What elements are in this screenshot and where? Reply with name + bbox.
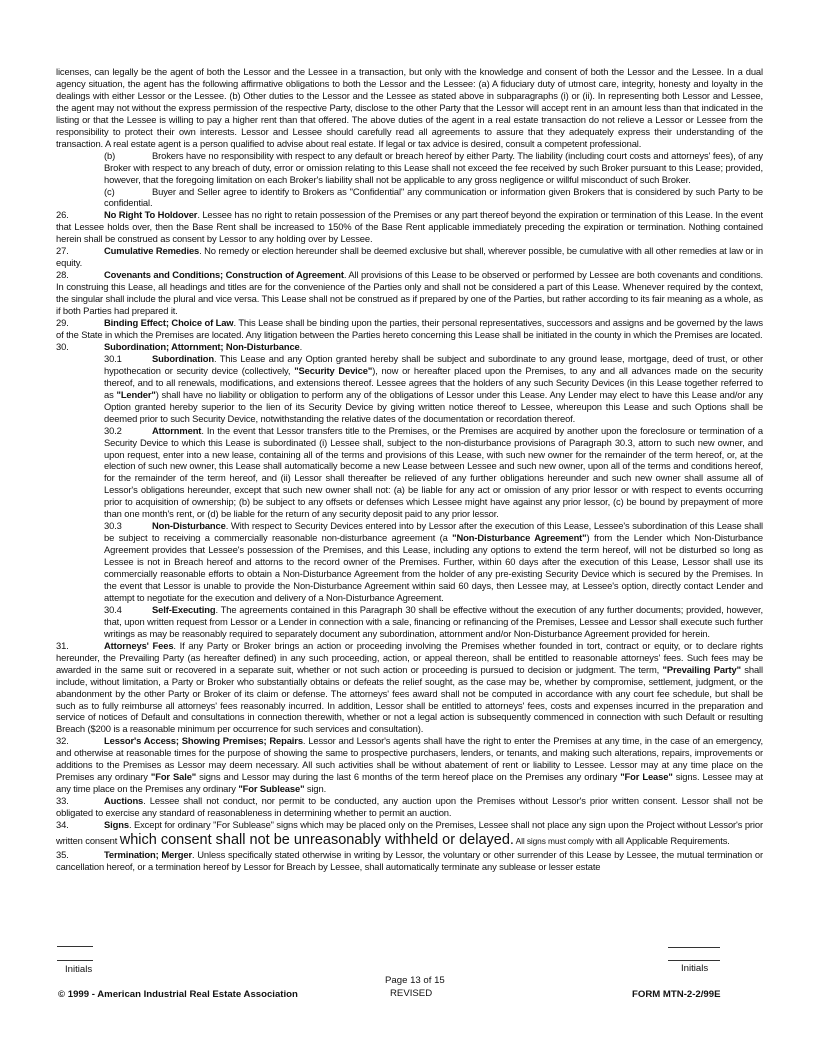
initials-line-left-2 xyxy=(57,960,93,961)
lease-paragraph xyxy=(56,150,763,186)
paragraph-text: . This Lease and any Option granted hereby shall be subject and subordinate to any ground lease, mortgage, deed of trust, or other hypothecation or security device (collectively, xyxy=(104,352,763,376)
paragraph-heading: "Lender" xyxy=(116,388,156,400)
paragraph-number: (b) xyxy=(104,149,116,161)
paragraph-heading: Self-Executing xyxy=(152,603,216,615)
paragraph-text: . Unless specifically stated otherwise in writing by Lessor, the voluntary or other surrender of this Lease by Lessee, the mutual termination or cancellation hereof, or a termination hereof by Lessor for Breach by Lessee, shall automatically terminate any sublease or lesser estate xyxy=(56,849,763,872)
paragraph-text: ) shall have no liability or obligation to perform any of the obligations of Lessor under this Lease. Any Lender may elect to have this Lease and/or any Option granted hereby superior to the lien of its Security Device by giving written notice thereof to Lessee, whereupon this Lease and such Options shall be deemed prior to such Security Device, notwithstanding the relative dates of the documentation or recordation thereof. xyxy=(104,388,763,424)
paragraph-text: . Lessee has no right to retain possession of the Premises or any part thereof beyond the expiration or termination of this Lease. In the event that Lessee holds over, then the Base Rent shall be increased to 150% of the Base Rent applicable immediately preceding the expiration or termination. Nothing contained herein shall be construed as consent by Lessor to any holding over by Lessee. xyxy=(56,209,764,245)
lease-paragraph xyxy=(56,209,763,245)
paragraph-heading: Covenants and Conditions; Construction of Agreement xyxy=(104,269,344,281)
paragraph-heading: "For Lease" xyxy=(620,771,673,783)
initials-line-right-2 xyxy=(668,960,720,961)
paragraph-text: signs and Lessor may during the last 6 months of the term hereof place on the Premises any ordinary xyxy=(196,771,621,783)
paragraph-number: 26. xyxy=(56,209,69,221)
paragraph-text: . No remedy or election hereunder shall be deemed exclusive but shall, wherever possible, be cumulative with all other remedies at law or in equity. xyxy=(56,245,763,269)
paragraph-text: . This Lease shall be binding upon the parties, their personal representatives, successors and assigns and be governed by the laws of the State in which the Premises are located. Any litigation between the Parties hereto concerning this Lease shall be initiated in the county in which the Premises are located. xyxy=(56,317,764,340)
paragraph-text: . With respect to Security Devices entered into by Lessor after the execution of this Lease, Lessee's subordination of this Lease shall be subject to receiving a commercially reasonable non-disturbance agreement (a xyxy=(104,520,763,544)
initials-label-right: Initials xyxy=(681,963,709,974)
paragraph-text: signs. Lessee may at any time place on the Premises any ordinary xyxy=(56,771,764,795)
lease-paragraph xyxy=(56,245,763,269)
paragraph-text: . The agreements contained in this Paragraph 30 shall be effective without the execution of any further documents; provided, however, that, upon written request from Lessor or a Lender in connection with a sale, financing or refinancing of the Premises, Lessee and Lessor shall execute such further writings as may be reasonably required to separately document any subordination, attornment and/or Non-Disturbance Agreement provided for herein. xyxy=(104,603,763,639)
paragraph-heading: "Prevailing Party" xyxy=(662,663,741,675)
lease-paragraph xyxy=(56,819,763,849)
paragraph-text: . All provisions of this Lease to be observed or performed by Lessee are both covenants and conditions. In construing this Lease, all headings and titles are for the convenience of the Parties only and shall not be considered a part of this Lease. Whenever required by the context, the singular shall include the plural and vice versa. This Lease shall not be construed as if prepared by one of the Parties, but rather according to its fair meaning as a whole, as if both Parties had prepared it. xyxy=(56,269,763,317)
lease-paragraph xyxy=(56,735,763,795)
paragraph-number: 29. xyxy=(56,317,69,329)
lease-paragraph xyxy=(56,353,763,425)
paragraph-number: (c) xyxy=(104,185,115,197)
paragraph-number: 30.3 xyxy=(104,520,122,532)
lease-paragraph xyxy=(56,795,763,819)
paragraph-heading: "For Sale" xyxy=(150,771,197,783)
paragraph-text: . If any Party or Broker brings an action or proceeding involving the Premises whether founded in tort, contract or equity, or to declare rights hereunder, the Prevailing Party (as hereafter defined) in any such proceeding, action, or appeal thereon, shall be entitled to reasonable attorneys' fees. Such fees may be awarded in the same suit or recovered in a separate suit, whether or not such action or proceeding is pursued to decision or judgment. The term, xyxy=(56,639,763,675)
paragraph-number: 30.2 xyxy=(104,424,122,436)
paragraph-text: sign. xyxy=(304,783,327,795)
paragraph-text: ), now or hereafter placed upon the Premises, to any and all advances made on the security thereof, and to all renewals, modifications, and extensions thereof. Lessee agrees that the holders of any such Security Devices (in this Lease together referred to as xyxy=(104,364,763,400)
lease-paragraph xyxy=(56,425,763,521)
revised-label: REVISED xyxy=(390,988,433,999)
paragraph-heading: "For Sublease" xyxy=(238,783,305,795)
initials-line-left-1 xyxy=(57,946,93,947)
paragraph-text: with all Applicable Requirements. xyxy=(593,835,730,846)
paragraph-text: Brokers have no responsibility with respect to any default or breach hereof by either Party. The liability (including court costs and attorneys' fees), of any Broker with respect to any breach of duty, error or omission relating to this Lease shall not exceed the fee received by such Broker pursuant to this Lease; provided, however, that the foregoing limitation on each Broker's liability shall not be applicable to any gross negligence or willful misconduct of such Broker. xyxy=(104,149,763,185)
paragraph-heading: Attorneys' Fees xyxy=(104,639,174,651)
paragraph-number: 27. xyxy=(56,245,69,257)
lease-paragraph xyxy=(56,269,763,317)
paragraph-heading: Binding Effect; Choice of Law xyxy=(104,317,234,329)
paragraph-heading: Subordination; Attornment; Non-Disturbance xyxy=(104,340,300,352)
paragraph-text: . Except for ordinary "For Sublease" signs which may be placed only on the Premises, Lessee shall not place any sign upon the Project without Lessor's prior written consent xyxy=(56,819,763,846)
lease-paragraph xyxy=(56,604,763,640)
paragraph-heading: Non-Disturbance xyxy=(152,520,226,532)
lease-paragraph xyxy=(56,317,763,341)
paragraph-heading: Attornment xyxy=(152,424,202,436)
paragraph-number: 34. xyxy=(56,819,69,831)
lease-paragraph xyxy=(56,186,763,210)
paragraph-heading: No Right To Holdover xyxy=(104,209,198,221)
paragraph-text: . xyxy=(299,340,303,352)
paragraph-number: 30. xyxy=(56,340,69,352)
paragraph-number: 35. xyxy=(56,849,69,860)
lease-paragraph xyxy=(56,849,763,873)
paragraph-text: ) from the Lender which Non-Disturbance Agreement provides that Lessee's possession of the Premises, and this Lease, including any options to extend the term hereof, will not be disturbed so long as Lessee is not in Breach hereof and attorns to the record owner of the Premises. Further, within 60 days after the execution of this Lease, Lessor shall use its commercially reasonable efforts to obtain a Non-Disturbance Agreement from the holder of any pre-existing Security Device which is secured by the Premises. In the event that Lessor is unable to provide the Non-Disturbance Agreement within said 60 days, then Lessee may, at Lessee's option, directly contact Lender and attempt to negotiate for the execution and delivery of a Non-Disturbance Agreement. xyxy=(104,532,763,603)
paragraph-text: which consent shall not be unreasonably withheld or delayed. xyxy=(119,832,514,848)
paragraph-heading: Lessor's Access; Showing Premises; Repairs xyxy=(104,735,303,747)
paragraph-number: 30.1 xyxy=(104,352,122,364)
lease-paragraph xyxy=(56,341,763,353)
paragraph-heading: Cumulative Remedies xyxy=(104,245,200,257)
paragraph-text: All signs must comply xyxy=(513,836,594,846)
lease-paragraph xyxy=(56,640,763,736)
paragraph-heading: Termination; Merger xyxy=(104,849,192,860)
initials-label-left: Initials xyxy=(65,964,93,975)
form-number: FORM MTN-2-2/99E xyxy=(632,989,721,1000)
copyright-notice: © 1999 - American Industrial Real Estate Association xyxy=(58,989,298,1000)
paragraph-number: 30.4 xyxy=(104,603,122,615)
paragraph-heading: Auctions xyxy=(104,795,144,807)
paragraph-number: 33. xyxy=(56,795,69,807)
page-number: Page 13 of 15 xyxy=(385,975,445,986)
initials-line-right-1 xyxy=(668,947,720,948)
lease-paragraph xyxy=(56,520,763,604)
paragraph-text: Buyer and Seller agree to identify to Brokers as "Confidential" any communication or information given Brokers that is considered by such Party to be confidential. xyxy=(104,185,763,209)
paragraph-number: 31. xyxy=(56,639,69,651)
lease-paragraph xyxy=(56,66,763,150)
paragraph-heading: Signs xyxy=(104,819,129,831)
paragraph-text: . Lessor and Lessor's agents shall have the right to enter the Premises at any time, in the case of an emergency, and otherwise at reasonable times for the purpose of showing the same to prospective purchasers, lenders, or tenants, and making such alterations, repairs, improvements or additions to the Premises as Lessor may deem necessary. All such activities shall be without abatement of rent or liability to Lessee. Lessor may at any time place on the Premises any ordinary xyxy=(56,735,763,783)
paragraph-text: shall include, without limitation, a Party or Broker who substantially obtains or defeats the relief sought, as the case may be, whether by compromise, settlement, judgment, or the abandonment by the other Party or Broker of its claim or defense. The attorneys' fees award shall not be computed in accordance with any court fee schedule, but shall be such as to fully reimburse all attorneys' fees reasonably incurred. In addition, Lessor shall be entitled to attorneys' fees, costs and expenses incurred in the preparation and service of notices of Default and consultations in connection therewith, whether or not a legal action is subsequently commenced in connection with such Default or resulting Breach ($200 is a reasonable minimum per occurrence for such services and consultation). xyxy=(56,663,763,735)
paragraph-number: 28. xyxy=(56,269,69,281)
paragraph-heading: "Non-Disturbance Agreement" xyxy=(452,532,587,544)
lease-document-body xyxy=(56,66,763,873)
paragraph-text: . In the event that Lessor transfers title to the Premises, or the Premises are acquired by another upon the foreclosure or termination of a Security Device to which this Lease is subordinated (i) Lessee shall, subject to the non-disturbance provisions of Paragraph 30.3, attorn to such new owner, and upon request, enter into a new lease, containing all of the terms and provisions of this Lease, with such new owner for the remainder of the term hereof, or, at the election of such new owner, this Lease shall automatically become a new Lease between Lessee and such new owner, upon all of the terms and conditions hereof, for the remainder of the term hereof, and (ii) Lessor shall thereafter be relieved of any further obligations hereunder and such new owner shall assume all of Lessor's obligations hereunder, except that such new owner shall not: (a) be liable for any act or omission of any prior lessor or with respect to events occurring prior to acquisition of ownership; (b) be subject to any offsets or defenses which Lessee might have against any prior lessor, (c) be bound by prepayment of more than one month's rent, or (d) be liable for the return of any security deposit paid to any prior lessor. xyxy=(104,424,763,520)
paragraph-text: licenses, can legally be the agent of both the Lessor and the Lessee in a transaction, but only with the knowledge and consent of both the Lessor and the Lessee. In a dual agency situation, the agent has the following affirmative obligations to both the Lessor and the Lessee: (a) A fiduciary duty of utmost care, integrity, honesty and loyalty in the dealings with either Lessor or the Lessee. (b) Other duties to the Lessor and the Lessee as stated above in subparagraphs (i) or (ii). In representing both Lessor and Lessee, the agent may not without the express permission of the respective Party, disclose to the other Party that the Lessor will accept rent in an amount less than that indicated in the listing or that the Lessee is willing to pay a higher rent than that offered. The above duties of the agent in a real estate transaction do not relieve a Lessor or Lessee from the responsibility to protect their own interests. Lessor and Lessee should carefully read all agreements to assure that they adequately express their understanding of the transaction. A real estate agent is a person qualified to advise about real estate. If legal or tax advice is desired, consult a competent professional. xyxy=(56,66,763,149)
paragraph-heading: Subordination xyxy=(152,352,214,364)
paragraph-number: 32. xyxy=(56,735,69,747)
paragraph-heading: "Security Device" xyxy=(294,364,373,376)
paragraph-text: . Lessee shall not conduct, nor permit to be conducted, any auction upon the Premises without Lessor's prior written consent. Lessor shall not be obligated to exercise any standard of reasonableness in determining whether to permit an auction. xyxy=(56,795,763,819)
